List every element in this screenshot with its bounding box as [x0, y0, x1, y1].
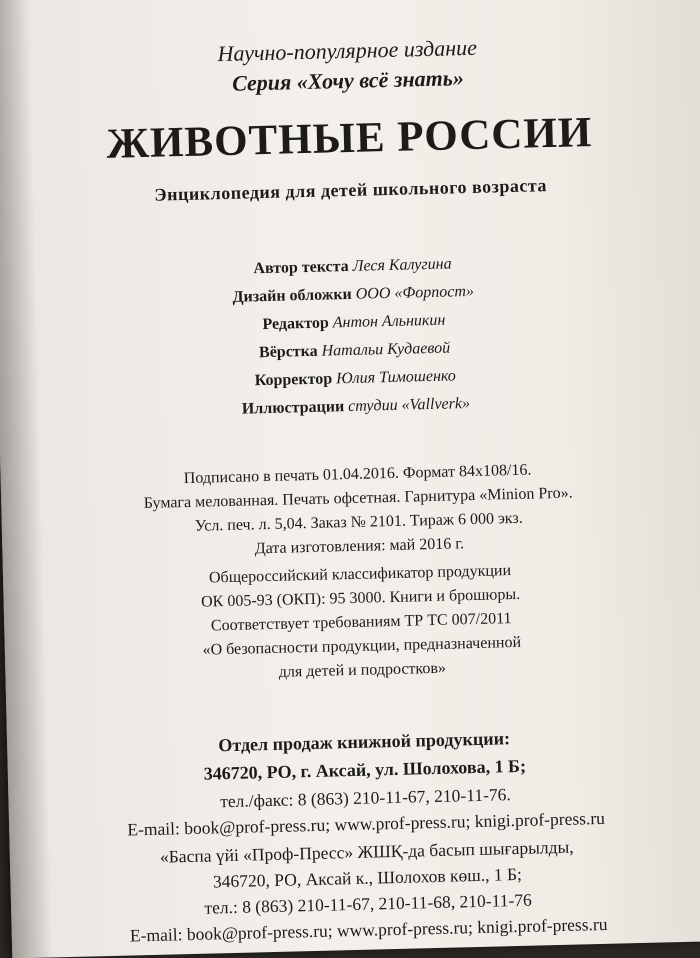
credit-illustrations: [0, 389, 700, 424]
imprint-line: Бумага мелованная. Печать офсетная. Гарнитура «Minion Pro».: [143, 484, 573, 513]
imprint-line: Общероссийский классификатор продукции: [208, 562, 512, 587]
imprint-line: ОК 005-93 (ОКП): 95 3000. Книги и брошюры.: [200, 585, 521, 611]
credit-role: Вёрстка: [258, 342, 318, 362]
kz-address: 346720, РО, Аксай к., Шолохов көш., 1 Б;: [212, 863, 523, 892]
credit-role: Дизайн обложки: [232, 285, 352, 306]
imprint-line: Дата изготовления: май 2016 г.: [254, 535, 465, 558]
credit-role: Иллюстрации: [241, 398, 345, 418]
printed-note-kz: «Баспа үйі «Проф-Пресс» ЖШҚ-да басып шығарылды,: [159, 836, 574, 867]
sales-email: E-mail: book@prof-press.ru; www.prof-press.ru; knigi.prof-press.ru: [127, 807, 606, 840]
credit-role: Автор текста: [253, 257, 349, 278]
sales-heading: Отдел продаж книжной продукции:: [218, 728, 511, 756]
book-subtitle: Энциклопедия для детей школьного возраста: [154, 175, 548, 205]
series-name: Серия «Хочу всё знать»: [231, 65, 465, 96]
sales-phone: тел./факс: 8 (863) 210-11-67, 210-11-76.: [219, 784, 511, 812]
credit-person: Леся Калугина: [352, 255, 452, 275]
imprint-line: Подписано в печать 01.04.2016. Формат 84x108/16.: [183, 461, 532, 488]
sales-address: 346720, РО, г. Аксай, ул. Шолохова, 1 Б;: [203, 755, 527, 784]
imprint-line: «О безопасности продукции, предназначенной: [202, 633, 522, 659]
credit-person: Юлия Тимошенко: [335, 367, 456, 388]
credit-person: студии «Vallverk»: [347, 395, 471, 416]
edition-type: Научно-популярное издание: [217, 34, 478, 67]
credit-person: Натальи Кудаевой: [321, 339, 451, 360]
book-title: ЖИВОТНЫЕ РОССИИ: [105, 108, 593, 168]
imprint-line: Соответствует требованиям ТР ТС 007/2011: [210, 610, 512, 635]
credit-person: ООО «Форпост»: [355, 282, 475, 303]
credit-role: Редактор: [262, 314, 329, 334]
credit-role: Корректор: [254, 370, 333, 390]
kz-email: E-mail: book@prof-press.ru; www.prof-press.ru; knigi.prof-press.ru: [129, 913, 608, 946]
kz-phone: тел.: 8 (863) 210-11-67, 210-11-68, 210-11-76: [204, 889, 533, 918]
imprint-line: Усл. печ. л. 5,04. Заказ № 2101. Тираж 6 000 экз.: [194, 509, 523, 535]
imprint-line: для детей и подростков»: [278, 659, 447, 681]
credit-person: Антон Альникин: [332, 311, 446, 332]
